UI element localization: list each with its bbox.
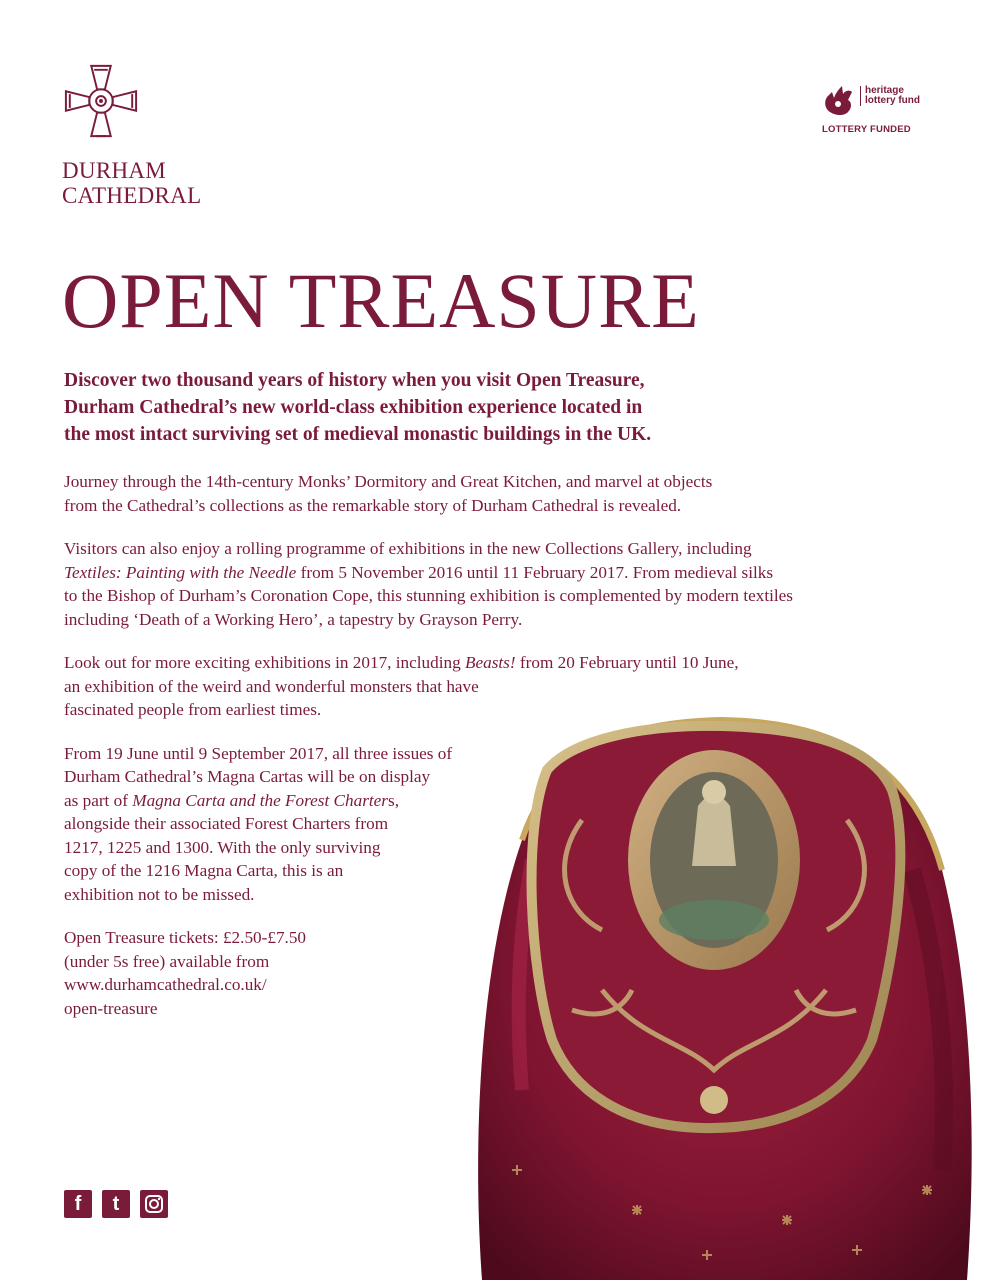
tickets-paragraph <box>64 926 464 1020</box>
intro-line: the most intact surviving set of medieval monastic buildings in the UK. <box>64 424 652 445</box>
social-links <box>64 1190 168 1218</box>
twitter-icon[interactable] <box>102 1190 130 1218</box>
journey-line: Journey through the 14th-century Monks’ Dormitory and Great Kitchen, and marvel at objects <box>64 472 713 491</box>
cathedral-logo <box>62 62 262 208</box>
textiles-exhibition-title: Textiles: Painting with the Needle <box>64 562 297 582</box>
page-title: OPEN TREASURE <box>62 257 700 344</box>
instagram-glyph <box>144 1194 164 1214</box>
exhibitions-line: from 5 November 2016 until 11 February 2017. From medieval silks <box>296 562 774 582</box>
magna-carta-line: exhibition not to be missed. <box>64 884 255 904</box>
tickets-line: (under 5s free) available from <box>64 951 270 971</box>
logo-text-cathedral: CATHEDRAL <box>62 183 202 208</box>
intro-line: Discover two thousand years of history when you visit Open Treasure, <box>64 370 645 391</box>
exhibitions-line: including ‘Death of a Working Hero’, a tapestry by Grayson Perry. <box>64 609 523 629</box>
lottery-text-fund: lottery fund <box>865 95 920 106</box>
exhibitions-line: Visitors can also enjoy a rolling programme of exhibitions in the new Collections Gallery, including <box>64 539 752 558</box>
logo-text-durham: DURHAM <box>62 158 167 183</box>
magna-carta-line: as part of <box>64 790 133 810</box>
beasts-exhibition-title: Beasts! <box>465 653 516 672</box>
magna-carta-line: From 19 June until 9 September 2017, all three issues of <box>64 743 453 763</box>
exhibitions-line: to the Bishop of Durham’s Coronation Cope, this stunning exhibition is complemented by modern textiles <box>64 586 793 605</box>
magna-carta-line: copy of the 1216 Magna Carta, this is an <box>64 861 344 880</box>
cathedral-cross-icon <box>62 62 140 140</box>
magna-carta-line: alongside their associated Forest Charters from <box>64 814 389 833</box>
magna-carta-line: s, <box>388 790 399 810</box>
website-link[interactable]: www.durhamcathedral.co.uk/ <box>64 975 267 994</box>
beasts-line: an exhibition of the weird and wonderful monsters that have <box>64 676 479 696</box>
lottery-hand-icon <box>822 82 856 118</box>
lottery-funded-label: LOTTERY FUNDED <box>822 124 911 135</box>
beasts-line: fascinated people from earliest times. <box>64 700 322 719</box>
facebook-glyph: f <box>74 1192 82 1215</box>
beasts-paragraph <box>64 651 944 722</box>
body-text <box>64 367 944 1040</box>
journey-paragraph <box>64 470 944 517</box>
magna-carta-line: Durham Cathedral’s Magna Cartas will be on display <box>64 767 431 786</box>
beasts-line: from 20 February until 10 June, <box>515 653 739 672</box>
intro-line: Durham Cathedral’s new world-class exhibition experience located in <box>64 397 643 418</box>
facebook-icon[interactable] <box>64 1190 92 1218</box>
magna-carta-paragraph <box>64 742 534 907</box>
magna-carta-exhibition-title: Magna Carta and the Forest Charter <box>132 790 388 810</box>
magna-carta-line: 1217, 1225 and 1300. With the only surviving <box>64 837 381 857</box>
exhibitions-paragraph <box>64 537 944 631</box>
tickets-price: Open Treasure tickets: £2.50-£7.50 <box>64 928 307 947</box>
twitter-glyph: t <box>112 1192 120 1215</box>
instagram-icon[interactable] <box>140 1190 168 1218</box>
intro-paragraph <box>64 367 944 448</box>
lottery-logo <box>822 82 932 135</box>
website-link-path[interactable]: open-treasure <box>64 998 158 1018</box>
lottery-text-heritage: heritage <box>865 85 904 96</box>
journey-line: from the Cathedral’s collections as the remarkable story of Durham Cathedral is revealed. <box>64 495 682 515</box>
beasts-line: Look out for more exciting exhibitions in 2017, including <box>64 653 465 672</box>
